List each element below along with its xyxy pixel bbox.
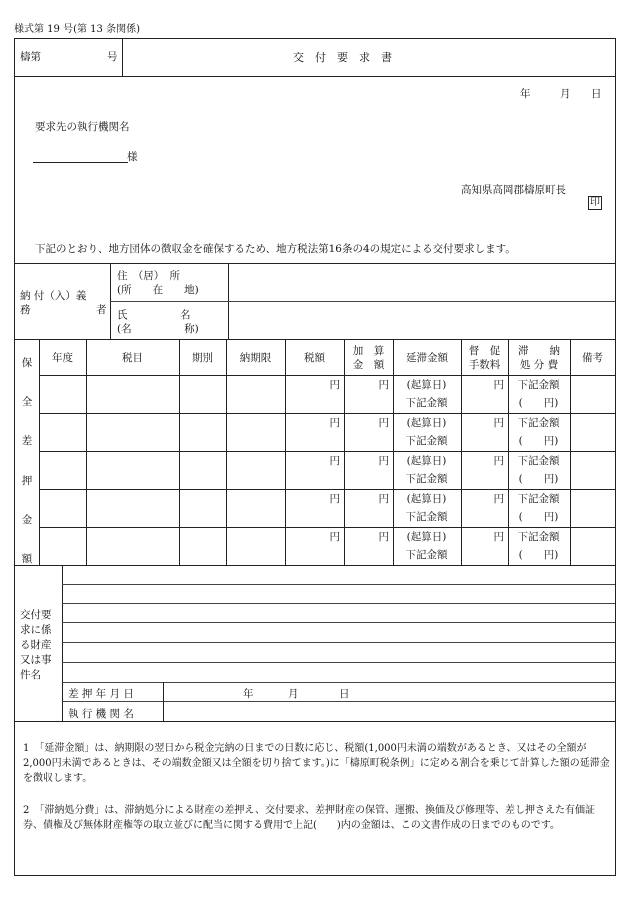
- additional-yen: 円: [378, 493, 389, 505]
- below-amount-label: 下記金額: [405, 397, 448, 409]
- below-amount-label: 下記金額: [405, 435, 448, 447]
- disposition-label: 下記金額: [517, 531, 560, 543]
- header-remarks: 備考: [582, 352, 603, 364]
- additional-yen: 円: [378, 531, 389, 543]
- header-tax-amount: 税額: [304, 352, 325, 364]
- header-reminder-2: 手数料: [468, 359, 501, 371]
- header-deadline: 納期限: [239, 352, 272, 364]
- disposition-yen: ( 円): [518, 397, 559, 409]
- start-date-label: (起算日): [406, 417, 447, 429]
- start-date-label: (起算日): [406, 531, 447, 543]
- below-amount-label: 下記金額: [405, 473, 448, 485]
- disposition-yen: ( 円): [518, 473, 559, 485]
- property-label-line: 件名: [20, 669, 41, 681]
- agency-label: 執 行 機 関 名: [68, 708, 134, 720]
- seizure-month: 月: [288, 688, 299, 700]
- intro-text: 下記のとおり、地方団体の徴収金を確保するため、地方税法第16条の4の規定による交付要求します。: [35, 243, 516, 255]
- form-frame: [14, 38, 616, 876]
- property-label-line: 又は事: [20, 654, 52, 666]
- header-period: 期別: [192, 352, 213, 364]
- date-month: 月: [560, 88, 571, 100]
- amount-vertical-label: 全: [21, 396, 33, 409]
- header-reminder: 督 促: [468, 345, 501, 357]
- taxpayer-label: 納 付（入）義: [20, 290, 87, 302]
- disposition-yen: ( 円): [518, 511, 559, 523]
- tax-yen: 円: [329, 455, 340, 467]
- disposition-label: 下記金額: [517, 379, 560, 391]
- note-2: [23, 803, 613, 833]
- below-amount-label: 下記金額: [405, 549, 448, 561]
- start-date-label: (起算日): [406, 455, 447, 467]
- date-year: 年: [520, 88, 531, 100]
- header-additional-2: 金 額: [352, 359, 385, 371]
- disposition-label: 下記金額: [517, 455, 560, 467]
- reminder-yen: 円: [493, 531, 504, 543]
- reminder-yen: 円: [493, 379, 504, 391]
- start-date-label: (起算日): [406, 379, 447, 391]
- note-2-number: 2: [23, 805, 30, 816]
- property-label-line: る財産: [20, 639, 52, 651]
- seizure-year: 年: [243, 688, 254, 700]
- additional-yen: 円: [378, 417, 389, 429]
- name-label: 氏 名: [117, 309, 191, 321]
- note-1: [23, 741, 613, 786]
- seal-mark: 印: [590, 197, 600, 208]
- amount-vertical-label: 額: [21, 553, 33, 565]
- header-tax-item: 税目: [122, 352, 143, 364]
- seizure-date-label: 差 押 年 月 日: [68, 688, 134, 700]
- reminder-yen: 円: [493, 493, 504, 505]
- name-sub-label: (名 称): [117, 323, 199, 335]
- note-2-text: 「滞納処分費」は、滞納処分による財産の差押え、交付要求、差押財産の保管、運搬、換価及び修理等、差し押さえた有価証券、債権及び無体財産権等の取立並びに配当に関する費用で上記( )内の金額は、この文書作成の日までのものです。: [23, 805, 595, 831]
- amount-vertical-label: 保: [21, 357, 33, 369]
- header-year: 年度: [52, 352, 73, 364]
- property-label-line: 求に係: [20, 624, 52, 636]
- address-sub-label: (所 在 地): [117, 284, 199, 296]
- note-1-number: 1: [23, 743, 30, 754]
- issuer-name: 高知県高岡郡檮原町長: [461, 184, 566, 196]
- header-disposition: 滞 納: [518, 345, 560, 357]
- reminder-yen: 円: [493, 417, 504, 429]
- below-amount-label: 下記金額: [405, 511, 448, 523]
- document-title: 交 付 要 求 書: [293, 51, 392, 64]
- header-disposition-2: 処 分 費: [519, 359, 559, 371]
- additional-yen: 円: [378, 455, 389, 467]
- disposition-label: 下記金額: [517, 417, 560, 429]
- tax-yen: 円: [329, 417, 340, 429]
- note-1-text: 「延滞金額」は、納期限の翌日から税金完納の日までの日数に応じ、税額(1,000円未満の端数があるとき、又はその全額が2,000円未満であるときは、その端数金額又は全額を切り捨てます。)に「檮原町税条例」に定める割合を乗じて計算した額の延滞金を徴収します。: [23, 743, 610, 784]
- number-label: 檮第: [20, 51, 41, 63]
- address-label: 住 （居） 所: [117, 270, 180, 282]
- disposition-yen: ( 円): [518, 435, 559, 447]
- amount-vertical-label: 押: [21, 474, 33, 487]
- additional-yen: 円: [378, 379, 389, 391]
- tax-yen: 円: [329, 493, 340, 505]
- form-number: 様式第 19 号(第 13 条関係): [14, 24, 140, 35]
- disposition-label: 下記金額: [517, 493, 560, 505]
- recipient-honorific: 様: [127, 151, 138, 163]
- taxpayer-label-3: 者: [96, 304, 107, 316]
- taxpayer-label-2: 務: [20, 304, 31, 316]
- reminder-yen: 円: [493, 455, 504, 467]
- amount-vertical-label: 差: [21, 435, 33, 448]
- header-additional: 加 算: [352, 345, 385, 357]
- property-label-line: 交付要: [20, 609, 52, 621]
- recipient-label: 要求先の執行機関名: [35, 121, 130, 133]
- tax-yen: 円: [329, 531, 340, 543]
- header-delinquency: 延滞金額: [406, 352, 448, 364]
- date-day: 日: [591, 88, 602, 100]
- seizure-day: 日: [339, 688, 350, 700]
- number-suffix: 号: [107, 51, 118, 63]
- tax-yen: 円: [329, 379, 340, 391]
- amount-vertical-label: 金: [21, 513, 33, 526]
- start-date-label: (起算日): [406, 493, 447, 505]
- disposition-yen: ( 円): [518, 549, 559, 561]
